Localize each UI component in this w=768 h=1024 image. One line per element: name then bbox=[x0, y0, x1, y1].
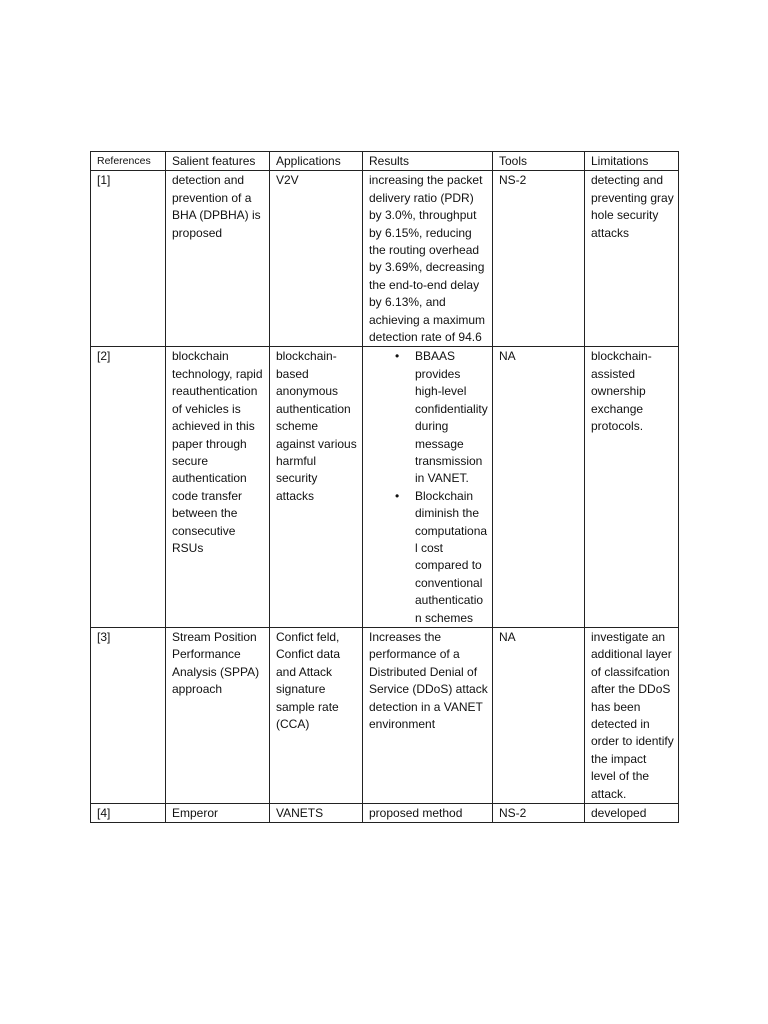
cell-salient-features: Stream Position Performance Analysis (SPPA) approach bbox=[166, 627, 270, 803]
header-salient-features: Salient features bbox=[166, 152, 270, 171]
cell-applications: Confict feld, Confict data and Attack signature sample rate (CCA) bbox=[270, 627, 363, 803]
table-row bbox=[91, 347, 679, 628]
references-table bbox=[90, 151, 679, 823]
header-tools: Tools bbox=[493, 152, 585, 171]
cell-reference: [1] bbox=[91, 171, 166, 347]
header-results: Results bbox=[363, 152, 493, 171]
cell-applications: VANETS bbox=[270, 804, 363, 823]
results-bullet-item: • BBAAS provides high-level confidentiality during message transmission in VANET. bbox=[369, 348, 488, 487]
cell-results: Increases the performance of a Distributed Denial of Service (DDoS) attack detection in a VANET environment bbox=[363, 627, 493, 803]
cell-reference: [2] bbox=[91, 347, 166, 628]
cell-applications: blockchain-based anonymous authentication scheme against various harmful security attacks bbox=[270, 347, 363, 628]
results-bullet-list bbox=[369, 348, 488, 627]
cell-applications: V2V bbox=[270, 171, 363, 347]
table-row bbox=[91, 171, 679, 347]
cell-tools: NS-2 bbox=[493, 171, 585, 347]
cell-salient-features: blockchain technology, rapid reauthentication of vehicles is achieved in this paper through secure authentication code transfer between the consecutive RSUs bbox=[166, 347, 270, 628]
header-references: References bbox=[91, 152, 166, 171]
table-header-row bbox=[91, 152, 679, 171]
cell-results: proposed method bbox=[363, 804, 493, 823]
cell-tools: NA bbox=[493, 347, 585, 628]
cell-tools: NA bbox=[493, 627, 585, 803]
cell-limitations: detecting and preventing gray hole security attacks bbox=[585, 171, 679, 347]
table-row bbox=[91, 804, 679, 823]
cell-tools: NS-2 bbox=[493, 804, 585, 823]
cell-results bbox=[363, 347, 493, 628]
cell-reference: [4] bbox=[91, 804, 166, 823]
cell-results: increasing the packet delivery ratio (PDR) by 3.0%, throughput by 6.15%, reducing the routing overhead by 3.69%, decreasing the end-to-end delay by 6.13%, and achieving a maximum detection rate of 94.6 bbox=[363, 171, 493, 347]
cell-salient-features: detection and prevention of a BHA (DPBHA) is proposed bbox=[166, 171, 270, 347]
results-bullet-item: • Blockchain diminish the computational cost compared to conventional authentication schemes bbox=[369, 488, 488, 627]
cell-limitations: developed bbox=[585, 804, 679, 823]
table-row bbox=[91, 627, 679, 803]
header-applications: Applications bbox=[270, 152, 363, 171]
cell-limitations: blockchain-assisted ownership exchange protocols. bbox=[585, 347, 679, 628]
cell-reference: [3] bbox=[91, 627, 166, 803]
cell-salient-features: Emperor bbox=[166, 804, 270, 823]
header-limitations: Limitations bbox=[585, 152, 679, 171]
cell-limitations: investigate an additional layer of classifcation after the DDoS has been detected in order to identify the impact level of the attack. bbox=[585, 627, 679, 803]
